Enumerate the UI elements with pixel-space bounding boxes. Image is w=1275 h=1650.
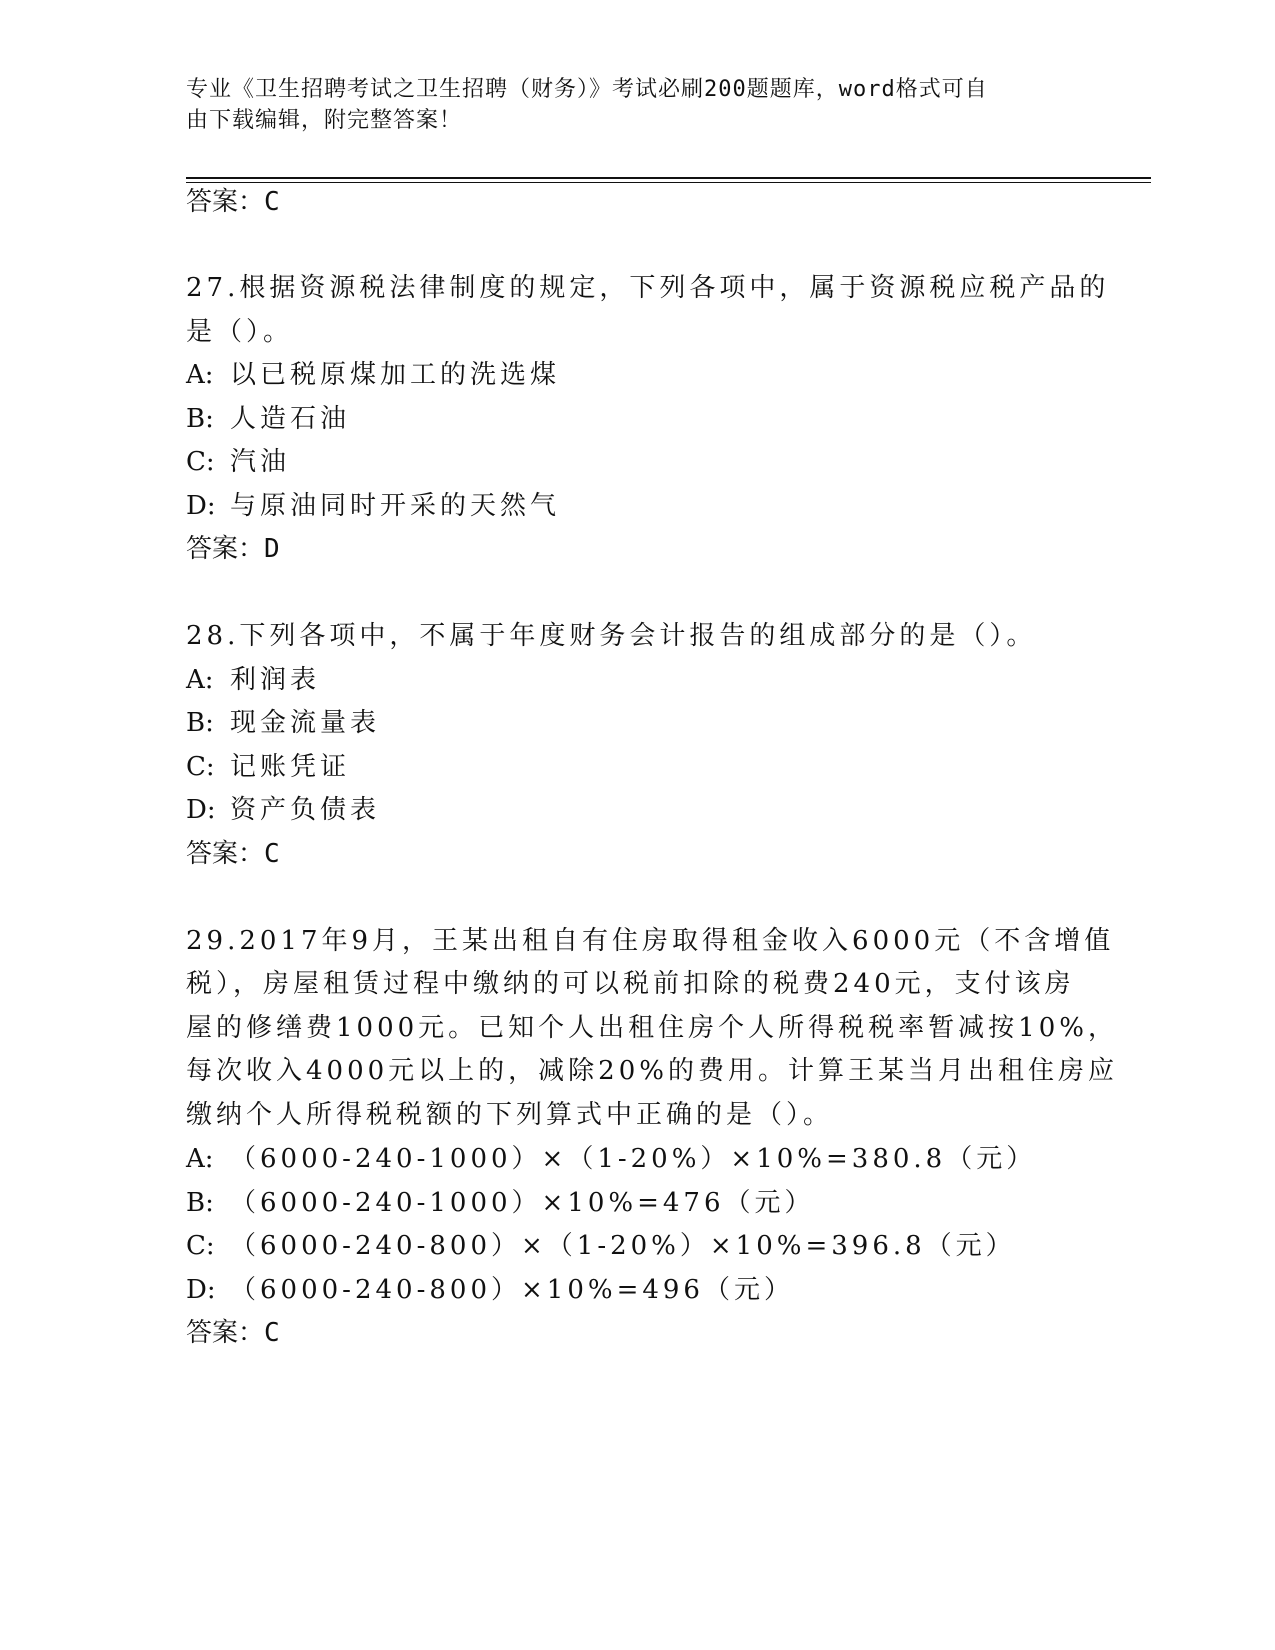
option-text: 现金流量表 [230,708,381,738]
q27-option-d [186,484,560,529]
q27-stem-line-1: 27.根据资源税法律制度的规定，下列各项中，属于资源税应税产品的 [186,273,1110,303]
header-divider-thick [186,177,1151,179]
previous-answer: 答案：C [186,187,280,217]
q29-option-a [186,1137,1036,1182]
option-text: 汽油 [230,447,291,477]
header-line-1: 专业《卫生招聘考试之卫生招聘（财务）》考试必刷200题题库，word格式可自 [186,77,988,102]
option-text: （6000-240-1000）×（1-20%）×10%=380.8（元） [230,1144,1037,1174]
option-label: B: [186,404,214,434]
option-text: （6000-240-800）×10%=496（元） [230,1275,794,1305]
option-label: D: [186,1275,216,1305]
q28-option-a [186,658,320,703]
q28-answer: 答案：C [186,839,280,869]
option-label: B: [186,708,214,738]
q27-stem-line-2: 是（）。 [186,317,294,347]
option-label: C: [186,752,215,782]
q28-option-c [186,745,350,790]
option-label: D: [186,795,216,825]
option-label: D: [186,491,216,521]
q29-stem-line-2: 税），房屋租赁过程中缴纳的可以税前扣除的税费240元，支付该房 [186,969,1075,999]
q29-option-c [186,1224,1016,1269]
q28-option-d [186,788,380,833]
q29-stem-line-4: 每次收入4000元以上的，减除20%的费用。计算王某当月出租住房应 [186,1056,1118,1086]
header-divider-thin [186,182,1151,183]
q27-option-c [186,440,290,485]
option-text: 人造石油 [230,404,351,434]
option-text: 资产负债表 [230,795,381,825]
option-label: A: [186,1144,214,1174]
option-text: 记账凭证 [230,752,351,782]
q29-answer: 答案：C [186,1318,280,1348]
document-header [186,74,1066,136]
option-label: A: [186,360,214,390]
option-text: （6000-240-1000）×10%=476（元） [230,1188,815,1218]
q28-option-b [186,701,380,746]
option-text: 利润表 [230,665,321,695]
option-label: A: [186,665,214,695]
header-line-2: 由下载编辑，附完整答案！ [186,108,463,133]
q28-stem-line-1: 28.下列各项中，不属于年度财务会计报告的组成部分的是（）。 [186,621,1037,651]
q27-option-a [186,353,560,398]
q27-answer: 答案：D [186,534,280,564]
q29-stem-line-3: 屋的修缮费1000元。已知个人出租住房个人所得税税率暂减按10%， [186,1013,1118,1043]
q27-option-b [186,397,350,442]
option-label: B: [186,1188,214,1218]
option-text: （6000-240-800）×（1-20%）×10%=396.8（元） [230,1231,1016,1261]
q29-option-b [186,1181,815,1226]
q29-stem-line-5: 缴纳个人所得税税额的下列算式中正确的是（）。 [186,1100,834,1130]
option-label: C: [186,447,215,477]
option-text: 以已税原煤加工的洗选煤 [230,360,561,390]
q29-stem-line-1: 29.2017年9月，王某出租自有住房取得租金收入6000元（不含增值 [186,926,1115,956]
option-text: 与原油同时开采的天然气 [230,491,561,521]
option-label: C: [186,1231,215,1261]
q29-option-d [186,1268,794,1313]
